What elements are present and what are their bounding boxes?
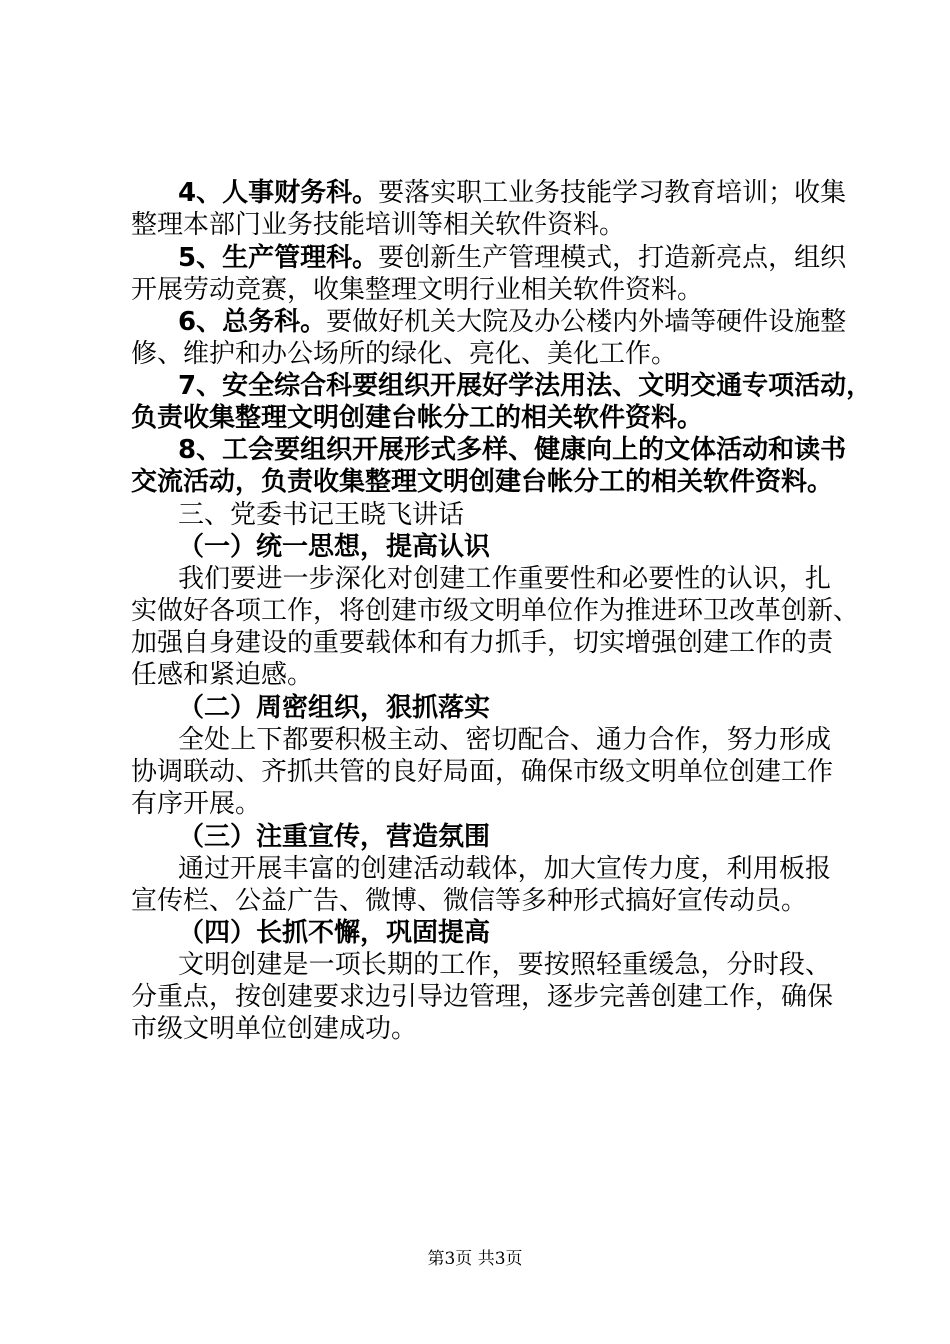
- subsection-4-line-3: 市级文明单位创建成功。: [131, 1014, 418, 1044]
- subsection-4-line-1: 文明创建是一项长期的工作，要按照轻重缓急，分时段、: [178, 950, 831, 980]
- subsection-3-line-2: 宣传栏、公益广告、微博、微信等多种形式搞好宣传动员。: [131, 886, 808, 916]
- page-footer: 第3页 共3页: [427, 1249, 523, 1269]
- subsection-1-line-2: 实做好各项工作，将创建市级文明单位作为推进环卫改革创新、: [131, 596, 860, 626]
- subsection-3-heading: （三）注重宣传，营造氛围: [178, 822, 491, 852]
- subsection-4-heading: （四）长抓不懈，巩固提高: [178, 918, 491, 948]
- paragraph-5-line-2: 开展劳动竞赛，收集整理文明行业相关软件资料。: [131, 275, 704, 305]
- subsection-2-heading: （二）周密组织，狠抓落实: [178, 693, 491, 723]
- paragraph-6-line-1: 6、总务科。要做好机关大院及办公楼内外墙等硬件设施整: [178, 307, 847, 337]
- subsection-2-line-3: 有序开展。: [131, 789, 262, 819]
- subsection-2-line-2: 协调联动、齐抓共管的良好局面，确保市级文明单位创建工作: [131, 757, 834, 787]
- section-heading: 三、党委书记王晓飞讲话: [178, 500, 465, 530]
- paragraph-8-line-1: 8、工会要组织开展形式多样、健康向上的文体活动和读书: [178, 435, 847, 465]
- subsection-3-line-1: 通过开展丰富的创建活动载体，加大宣传力度，利用板报: [178, 854, 831, 884]
- paragraph-8-line-2: 交流活动，负责收集整理文明创建台帐分工的相关软件资料。: [131, 467, 834, 497]
- paragraph-4-line-1: 4、人事财务科。要落实职工业务技能学习教育培训；收集: [178, 178, 847, 208]
- paragraph-7-line-2: 负责收集整理文明创建台帐分工的相关软件资料。: [131, 403, 704, 433]
- paragraph-5-line-1: 5、生产管理科。要创新生产管理模式，打造新亮点，组织: [178, 243, 847, 273]
- subsection-1-line-3: 加强自身建设的重要载体和有力抓手，切实增强创建工作的责: [131, 628, 834, 658]
- paragraph-6-line-2: 修、维护和办公场所的绿化、亮化、美化工作。: [131, 339, 678, 369]
- subsection-1-line-4: 任感和紧迫感。: [131, 660, 314, 690]
- subsection-2-line-1: 全处上下都要积极主动、密切配合、通力合作，努力形成: [178, 725, 831, 755]
- subsection-1-line-1: 我们要进一步深化对创建工作重要性和必要性的认识，扎: [178, 564, 831, 594]
- paragraph-7-line-1: 7、安全综合科要组织开展好学法用法、文明交通专项活动，: [178, 371, 873, 401]
- paragraph-4-line-2: 整理本部门业务技能培训等相关软件资料。: [131, 210, 626, 240]
- subsection-1-heading: （一）统一思想，提高认识: [178, 532, 491, 562]
- subsection-4-line-2: 分重点，按创建要求边引导边管理，逐步完善创建工作，确保: [131, 982, 834, 1012]
